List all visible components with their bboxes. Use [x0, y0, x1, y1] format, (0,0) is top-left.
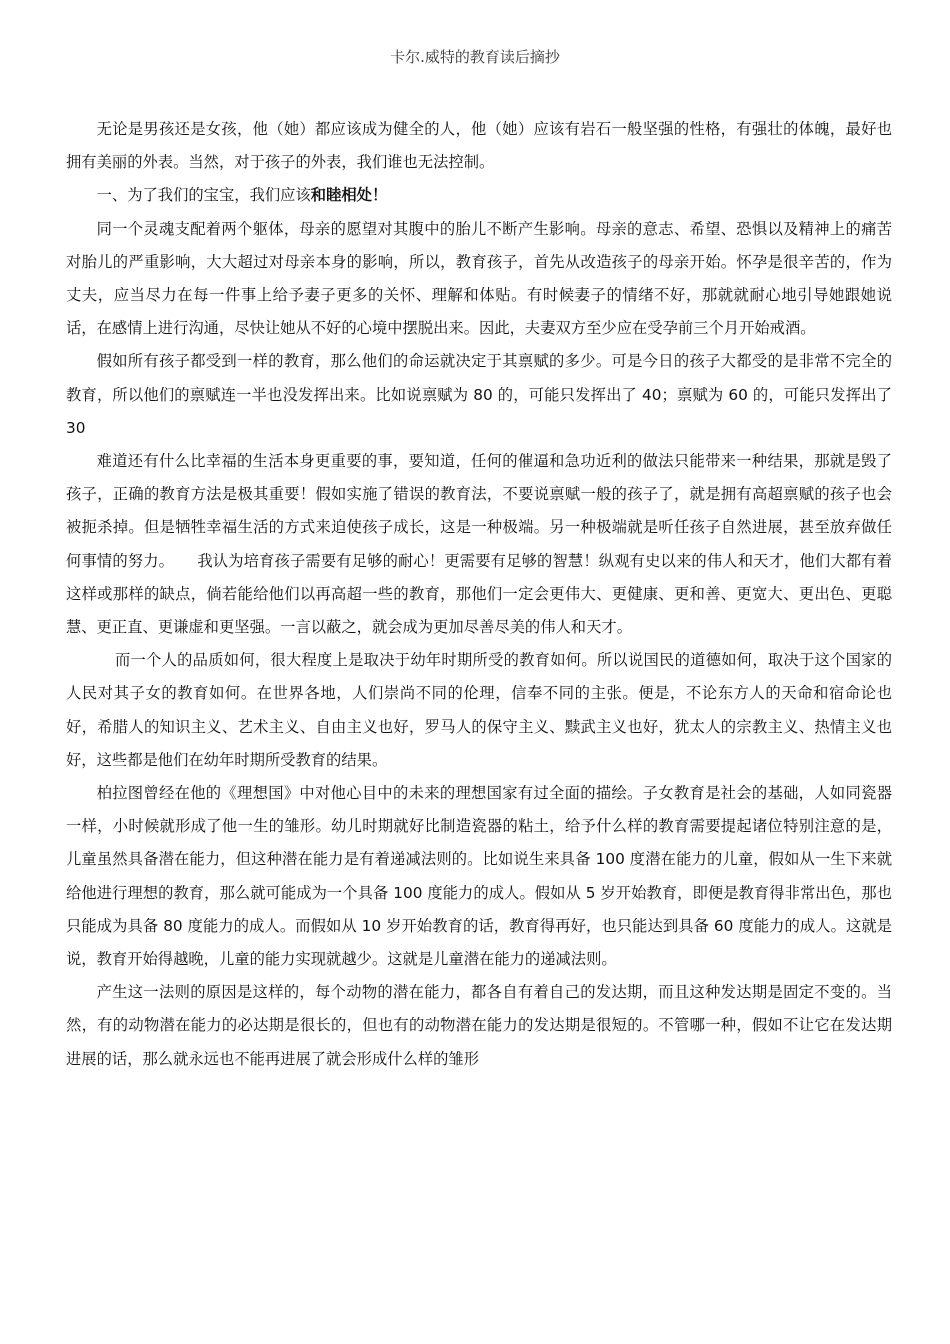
paragraph-development-period: 产生这一法则的原因是这样的，每个动物的潜在能力，都各自有着自己的发达期，而且这种发达期是固定不变的。当然，有的动物潜在能力的必达期是很长的，但也有的动物潜在能力的发达期是很短的。不管哪一种，假如不让它在发达期进展的话，那么就永远也不能再进展了就会形成什么样的雏形	[66, 983, 892, 1068]
paragraph-endowment: 假如所有孩子都受到一样的教育，那么他们的命运就决定于其禀赋的多少。可是今日的孩子大都受的是非常不完全的教育，所以他们的禀赋连一半也没发挥出来。比如说禀赋为 80 的，可能只发挥出了 40；禀赋为 60 的，可能只发挥出了 30	[66, 352, 892, 437]
paragraph-mother-influence: 同一个灵魂支配着两个躯体，母亲的愿望对其腹中的胎儿不断产生影响。母亲的意志、希望、恐惧以及精神上的痛苦对胎儿的严重影响，大大超过对母亲本身的影响，所以，教育孩子，首先从改造孩子的母亲开始。怀孕是很辛苦的，作为丈夫，应当尽力在每一件事上给予妻子更多的关怀、理解和体贴。有时候妻子的情绪不好，那就就耐心地引导她跟她说话，在感情上进行沟通，尽快让她从不好的心境中摆脱出来。因此，夫妻双方至少应在受孕前三个月开始戒酒。	[66, 219, 892, 338]
paragraph-plato: 柏拉图曾经在他的《理想国》中对他心目中的未来的理想国家有过全面的描绘。子女教育是社会的基础，人如同瓷器一样，小时候就形成了他一生的雏形。幼儿时期就好比制造瓷器的粘土，给予什么样的教育需要提起诸位特别注意的是，儿童虽然具备潜在能力，但这种潜在能力是有着递减法则的。比如说生来具备 100 度潜在能力的儿童，假如从一生下来就给他进行理想的教育，那么就可能成为一个具备 100 度能力的成人。假如从 5 岁开始教育，即便是教育得非常出色，那也只能成为具备 80 度能力的成人。而假如从 10 岁开始教育的话，教育得再好，也只能达到具备 60 度能力的成人。这就是说，教育开始得越晚，儿童的能力实现就越少。这就是儿童潜在能力的递减法则。	[66, 784, 892, 969]
section-heading-prefix: 一、为了我们的宝宝，我们应该	[96, 186, 311, 205]
paragraph-happiness: 难道还有什么比幸福的生活本身更重要的事，要知道，任何的催逼和急功近利的做法只能带来一种结果，那就是毁了孩子，正确的教育方法是极其重要！假如实施了错误的教育法，不要说禀赋一般的孩子了，就是拥有高超禀赋的孩子也会被扼杀掉。但是牺牲幸福生活的方式来迫使孩子成长，这是一种极端。另一种极端就是听任孩子自然进展，甚至放弃做任何事情的努力。 我认为培育孩子需要有足够的耐心！更需要有足够的智慧！纵观有史以来的伟人和天才，他们大都有着这样或那样的缺点，倘若能给他们以再高超一些的教育，那他们一定会更伟大、更健康、更和善、更宽大、更出色、更聪慧、更正直、更谦虚和更坚强。一言以蔽之，就会成为更加尽善尽美的伟人和天才。	[66, 452, 892, 637]
paragraph-intro: 无论是男孩还是女孩，他（她）都应该成为健全的人，他（她）应该有岩石一般坚强的性格，有强壮的体魄，最好也拥有美丽的外表。当然，对于孩子的外表，我们谁也无法控制。	[66, 120, 892, 172]
section-heading-emphasis: 和睦相处！	[310, 186, 388, 205]
paragraph-character: 而一个人的品质如何，很大程度上是取决于幼年时期所受的教育如何。所以说国民的道德如何，取决于这个国家的人民对其子女的教育如何。在世界各地，人们崇尚不同的伦理，信奉不同的主张。便是，不论东方人的天命和宿命论也好，希腊人的知识主义、艺术主义、自由主义也好，罗马人的保守主义、黩武主义也好，犹太人的宗教主义、热情主义也好，这些都是他们在幼年时期所受教育的结果。	[66, 651, 892, 769]
page-header: 卡尔.威特的教育读后摘抄	[390, 48, 560, 66]
document-body	[66, 113, 892, 1076]
section-heading	[66, 179, 892, 212]
